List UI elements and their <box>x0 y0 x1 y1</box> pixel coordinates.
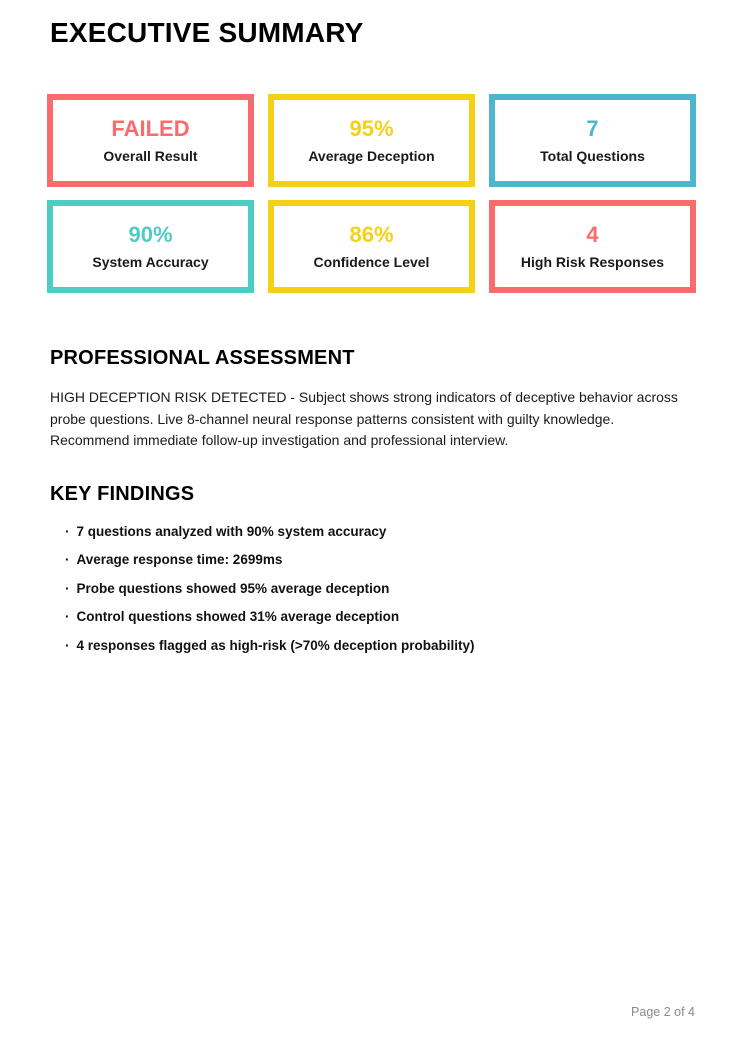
key-finding-item: · 7 questions analyzed with 90% system accuracy <box>65 525 696 539</box>
stat-card-total-questions <box>489 94 696 187</box>
stat-label: Confidence Level <box>313 254 430 270</box>
stat-card-average-deception <box>268 94 475 187</box>
key-finding-item: · Probe questions showed 95% average deception <box>65 582 696 596</box>
stat-label: Total Questions <box>540 148 645 164</box>
stat-value: 4 <box>586 222 599 247</box>
stat-label: System Accuracy <box>92 254 209 270</box>
key-finding-item: · 4 responses flagged as high-risk (>70% deception probability) <box>65 639 696 653</box>
stat-card-high-risk-responses <box>489 200 696 293</box>
key-finding-item: · Control questions showed 31% average deception <box>65 610 696 624</box>
stat-label: Overall Result <box>103 148 198 164</box>
professional-assessment-body: HIGH DECEPTION RISK DETECTED - Subject shows strong indicators of deceptive behavior across probe questions. Live 8-channel neural response patterns consistent with guilty knowledge. Recommend immediate follow-up investigation and professional interview. <box>50 389 678 448</box>
stat-label: High Risk Responses <box>520 254 665 270</box>
stat-cards-grid <box>47 94 696 293</box>
key-findings-heading: KEY FINDINGS <box>50 482 195 505</box>
stat-value: FAILED <box>111 116 190 141</box>
key-finding-item: · Average response time: 2699ms <box>65 553 696 567</box>
professional-assessment-heading: PROFESSIONAL ASSESSMENT <box>50 347 355 369</box>
stat-value: 95% <box>349 116 394 141</box>
key-findings-list <box>65 525 696 653</box>
stat-value: 90% <box>128 222 173 247</box>
stat-card-overall-result <box>47 94 254 187</box>
stat-label: Average Deception <box>308 148 435 164</box>
page-number: Page 2 of 4 <box>631 1005 695 1019</box>
stat-card-confidence-level <box>268 200 475 293</box>
stat-card-system-accuracy <box>47 200 254 293</box>
stat-value: 7 <box>586 116 599 141</box>
page-title: EXECUTIVE SUMMARY <box>50 17 364 48</box>
stat-value: 86% <box>349 222 394 247</box>
